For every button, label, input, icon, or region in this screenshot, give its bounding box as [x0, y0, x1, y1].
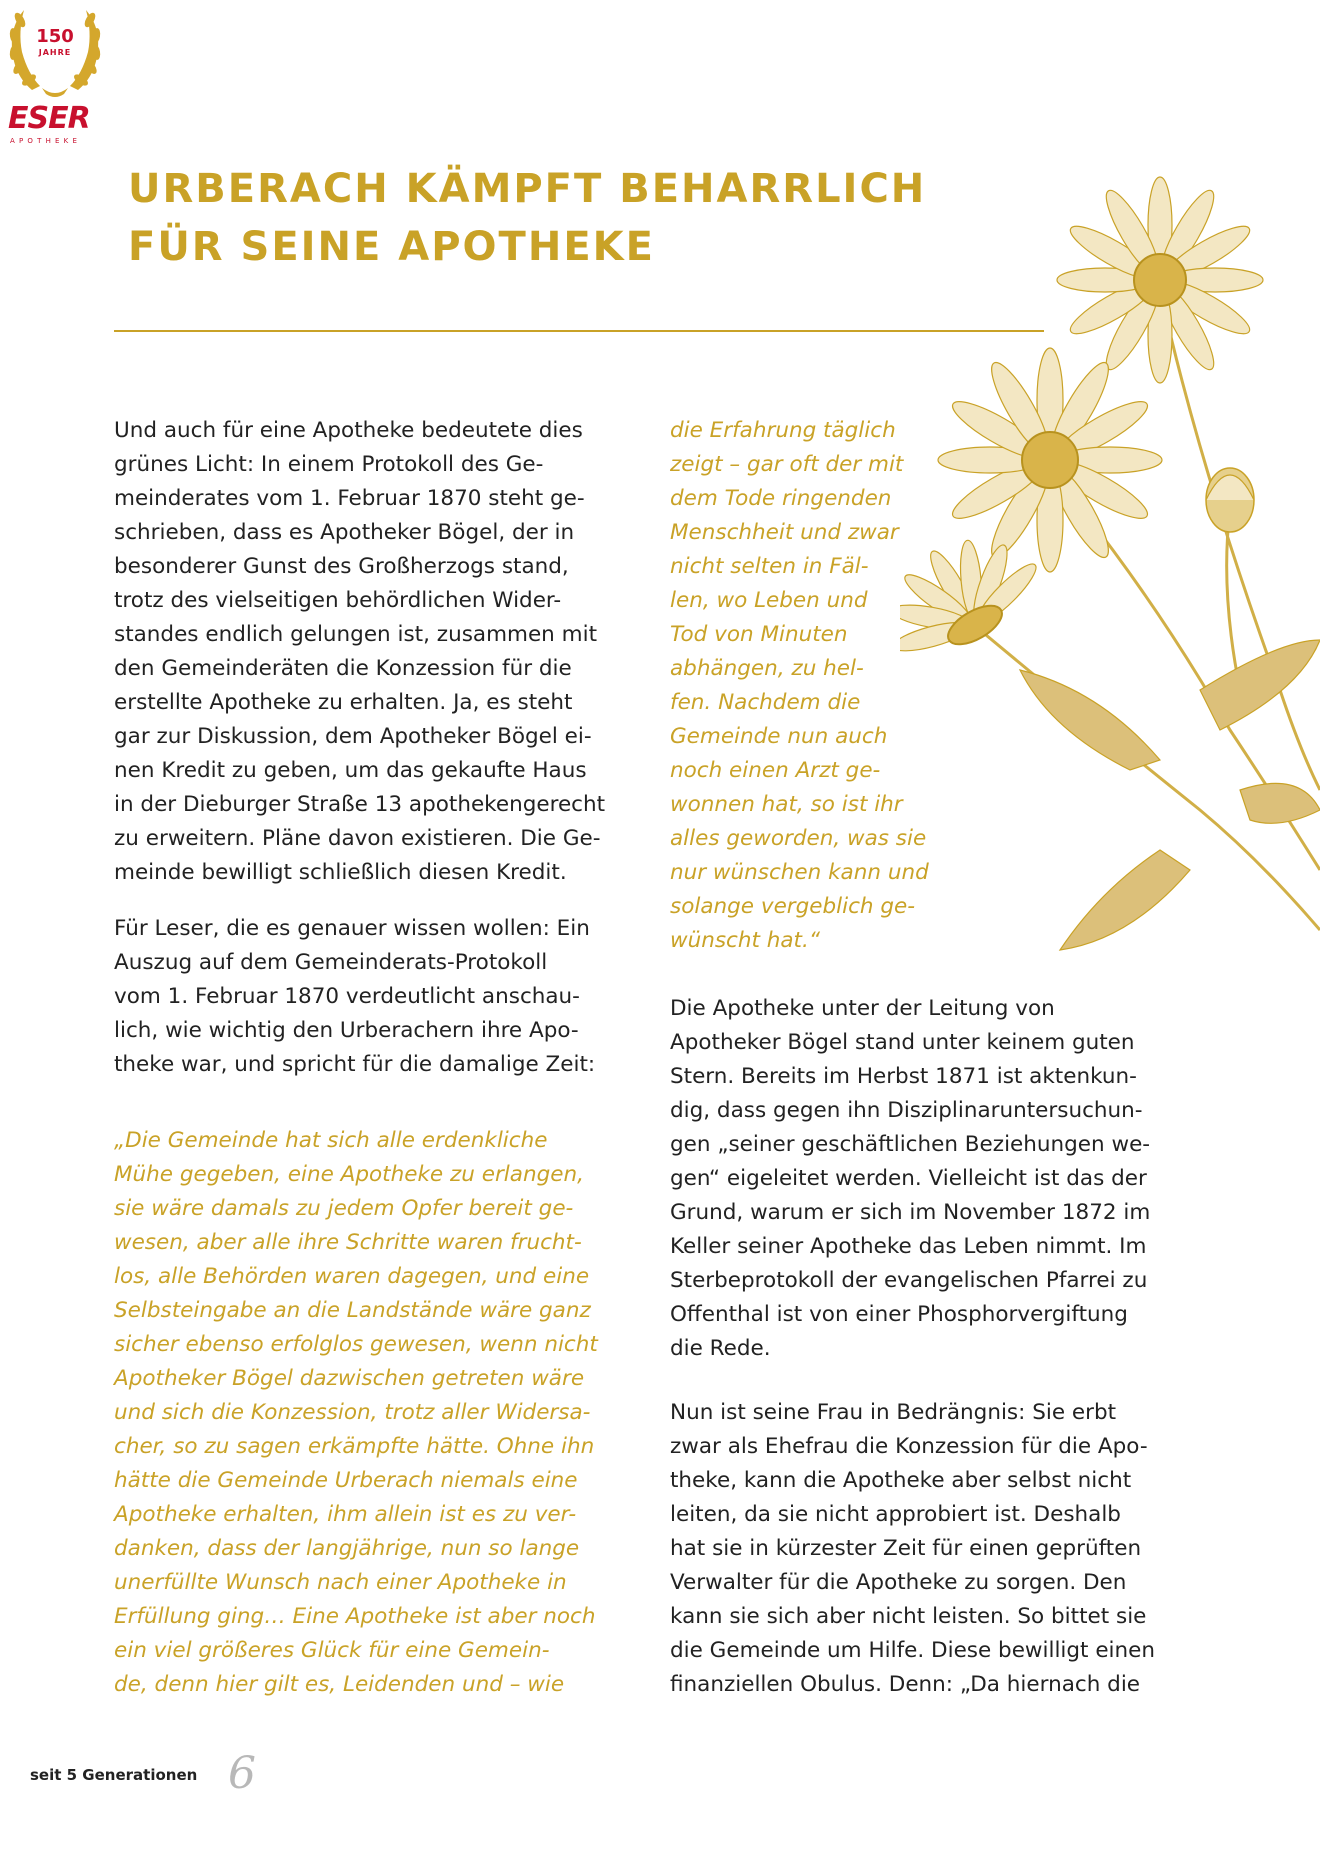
text-line: gar zur Diskussion, dem Apotheker Bögel ei- — [114, 724, 592, 749]
page-number: 6 — [228, 1748, 256, 1799]
col1-paragraph-2 — [114, 912, 636, 1082]
quote-line: sicher ebenso erfolglos gewesen, wenn nicht — [114, 1332, 598, 1357]
text-line: Die Apotheke unter der Leitung von — [670, 996, 1055, 1021]
anniversary-number: 150 — [36, 26, 74, 47]
quote-line: len, wo Leben und — [670, 588, 868, 613]
daisy-bud — [1206, 468, 1254, 532]
text-line: meinde bewilligt schließlich diesen Kredit. — [114, 860, 567, 885]
quote-line: wesen, aber alle ihre Schritte waren frucht- — [114, 1230, 582, 1255]
quote-line: dem Tode ringenden — [670, 486, 892, 511]
text-line: theke war, und spricht für die damalige Zeit: — [114, 1052, 596, 1077]
quote-line: fen. Nachdem die — [670, 690, 861, 715]
text-line: standes endlich gelungen ist, zusammen mit — [114, 622, 597, 647]
text-line: Auszug auf dem Gemeinderats-Protokoll — [114, 950, 548, 975]
text-line: kann sie sich aber nicht leisten. So bittet sie — [670, 1604, 1147, 1629]
text-line: Verwalter für die Apotheke zu sorgen. Den — [670, 1570, 1127, 1595]
text-line: theke, kann die Apotheke aber selbst nicht — [670, 1468, 1132, 1493]
col1-quote — [114, 1124, 636, 1702]
text-line: lich, wie wichtig den Urberachern ihre Apo- — [114, 1018, 579, 1043]
text-line: Nun ist seine Frau in Bedrängnis: Sie erbt — [670, 1400, 1117, 1425]
text-line: meinderates vom 1. Februar 1870 steht ge- — [114, 486, 585, 511]
text-line: schrieben, dass es Apotheker Bögel, der in — [114, 520, 575, 545]
quote-line: Erfüllung ging… Eine Apotheke ist aber noch — [114, 1604, 596, 1629]
col2-paragraph-1 — [670, 992, 1190, 1366]
quote-line: ein viel größeres Glück für eine Gemein- — [114, 1638, 550, 1663]
page-title-line-1: URBERACH KÄMPFT BEHARRLICH — [128, 166, 927, 212]
quote-line: los, alle Behörden waren dagegen, und eine — [114, 1264, 590, 1289]
text-line: Stern. Bereits im Herbst 1871 ist aktenkun- — [670, 1064, 1137, 1089]
text-line: Apotheker Bögel stand unter keinem guten — [670, 1030, 1135, 1055]
text-line: trotz des vielseitigen behördlichen Wider- — [114, 588, 562, 613]
quote-line: abhängen, zu hel- — [670, 656, 864, 681]
brand-subtitle: APOTHEKE — [10, 137, 82, 145]
text-line: dig, dass gegen ihn Disziplinaruntersuchun- — [670, 1098, 1143, 1123]
text-line: leiten, da sie nicht approbiert ist. Deshalb — [670, 1502, 1121, 1527]
quote-line: danken, dass der langjährige, nun so lange — [114, 1536, 580, 1561]
quote-line: und sich die Konzession, trotz aller Widersa- — [114, 1400, 591, 1425]
anniversary-word: JAHRE — [38, 48, 72, 57]
quote-line: de, denn hier gilt es, Leidenden und – wie — [114, 1672, 565, 1697]
footer-tagline: seit 5 Generationen — [30, 1766, 198, 1784]
daisy-middle — [938, 348, 1162, 572]
quote-line: nicht selten in Fäl- — [670, 554, 869, 579]
quote-line: Apotheke erhalten, ihm allein ist es zu ver- — [114, 1502, 577, 1527]
quote-line: hätte die Gemeinde Urberach niemals eine — [114, 1468, 578, 1493]
text-line: Und auch für eine Apotheke bedeutete dies — [114, 418, 583, 443]
quote-line: Tod von Minuten — [670, 622, 848, 647]
text-line: grünes Licht: In einem Protokoll des Ge- — [114, 452, 544, 477]
text-line: den Gemeinderäten die Konzession für die — [114, 656, 572, 681]
quote-line: Selbsteingabe an die Landstände wäre ganz — [114, 1298, 591, 1323]
quote-line: Gemeinde nun auch — [670, 724, 888, 749]
quote-line: noch einen Arzt ge- — [670, 758, 881, 783]
text-line: erstellte Apotheke zu erhalten. Ja, es steht — [114, 690, 573, 715]
quote-line: „Die Gemeinde hat sich alle erdenkliche — [114, 1128, 548, 1153]
text-line: zu erweitern. Pläne davon existieren. Die Ge- — [114, 826, 601, 851]
quote-line: solange vergeblich ge- — [670, 894, 916, 919]
quote-line: nur wünschen kann und — [670, 860, 929, 885]
text-line: Grund, warum er sich im November 1872 im — [670, 1200, 1151, 1225]
text-line: zwar als Ehefrau die Konzession für die Apo- — [670, 1434, 1148, 1459]
col1-paragraph-1 — [114, 414, 636, 890]
text-line: die Rede. — [670, 1336, 771, 1361]
text-line: Keller seiner Apotheke das Leben nimmt. Im — [670, 1234, 1147, 1259]
page-title-line-2: FÜR SEINE APOTHEKE — [128, 224, 655, 270]
eser-apotheke-logo — [0, 0, 110, 150]
text-line: vom 1. Februar 1870 verdeutlicht anschau- — [114, 984, 580, 1009]
quote-line: wünscht hat.“ — [670, 928, 820, 953]
col2-quote — [670, 414, 970, 958]
text-line: finanziellen Obulus. Denn: „Da hiernach die — [670, 1672, 1141, 1697]
quote-line: Apotheker Bögel dazwischen getreten wäre — [114, 1366, 585, 1391]
text-line: Für Leser, die es genauer wissen wollen: Ein — [114, 916, 590, 941]
quote-line: zeigt – gar oft der mit — [670, 452, 904, 477]
text-line: Offenthal ist von einer Phosphorvergiftung — [670, 1302, 1128, 1327]
daisy-top — [1057, 177, 1263, 383]
quote-line: unerfüllte Wunsch nach einer Apotheke in — [114, 1570, 567, 1595]
quote-line: alles geworden, was sie — [670, 826, 927, 851]
col2-paragraph-2 — [670, 1396, 1190, 1702]
quote-line: Menschheit und zwar — [670, 520, 899, 545]
brand-name: ESER — [8, 101, 90, 136]
page-title — [128, 160, 1028, 276]
quote-line: wonnen hat, so ist ihr — [670, 792, 903, 817]
quote-line: cher, so zu sagen erkämpfte hätte. Ohne ihn — [114, 1434, 595, 1459]
quote-line: sie wäre damals zu jedem Opfer bereit ge- — [114, 1196, 574, 1221]
text-line: die Gemeinde um Hilfe. Diese bewilligt einen — [670, 1638, 1155, 1663]
text-line: in der Dieburger Straße 13 apothekengerecht — [114, 792, 606, 817]
text-line: gen „seiner geschäftlichen Beziehungen we- — [670, 1132, 1151, 1157]
text-line: gen“ eigeleitet werden. Vielleicht ist das der — [670, 1166, 1147, 1191]
text-line: besonderer Gunst des Großherzogs stand, — [114, 554, 569, 579]
text-line: nen Kredit zu geben, um das gekaufte Haus — [114, 758, 587, 783]
text-line: Sterbeprotokoll der evangelischen Pfarrei zu — [670, 1268, 1148, 1293]
text-line: hat sie in kürzester Zeit für einen geprüften — [670, 1536, 1142, 1561]
quote-line: Mühe gegeben, eine Apotheke zu erlangen, — [114, 1162, 584, 1187]
quote-line: die Erfahrung täglich — [670, 418, 896, 443]
